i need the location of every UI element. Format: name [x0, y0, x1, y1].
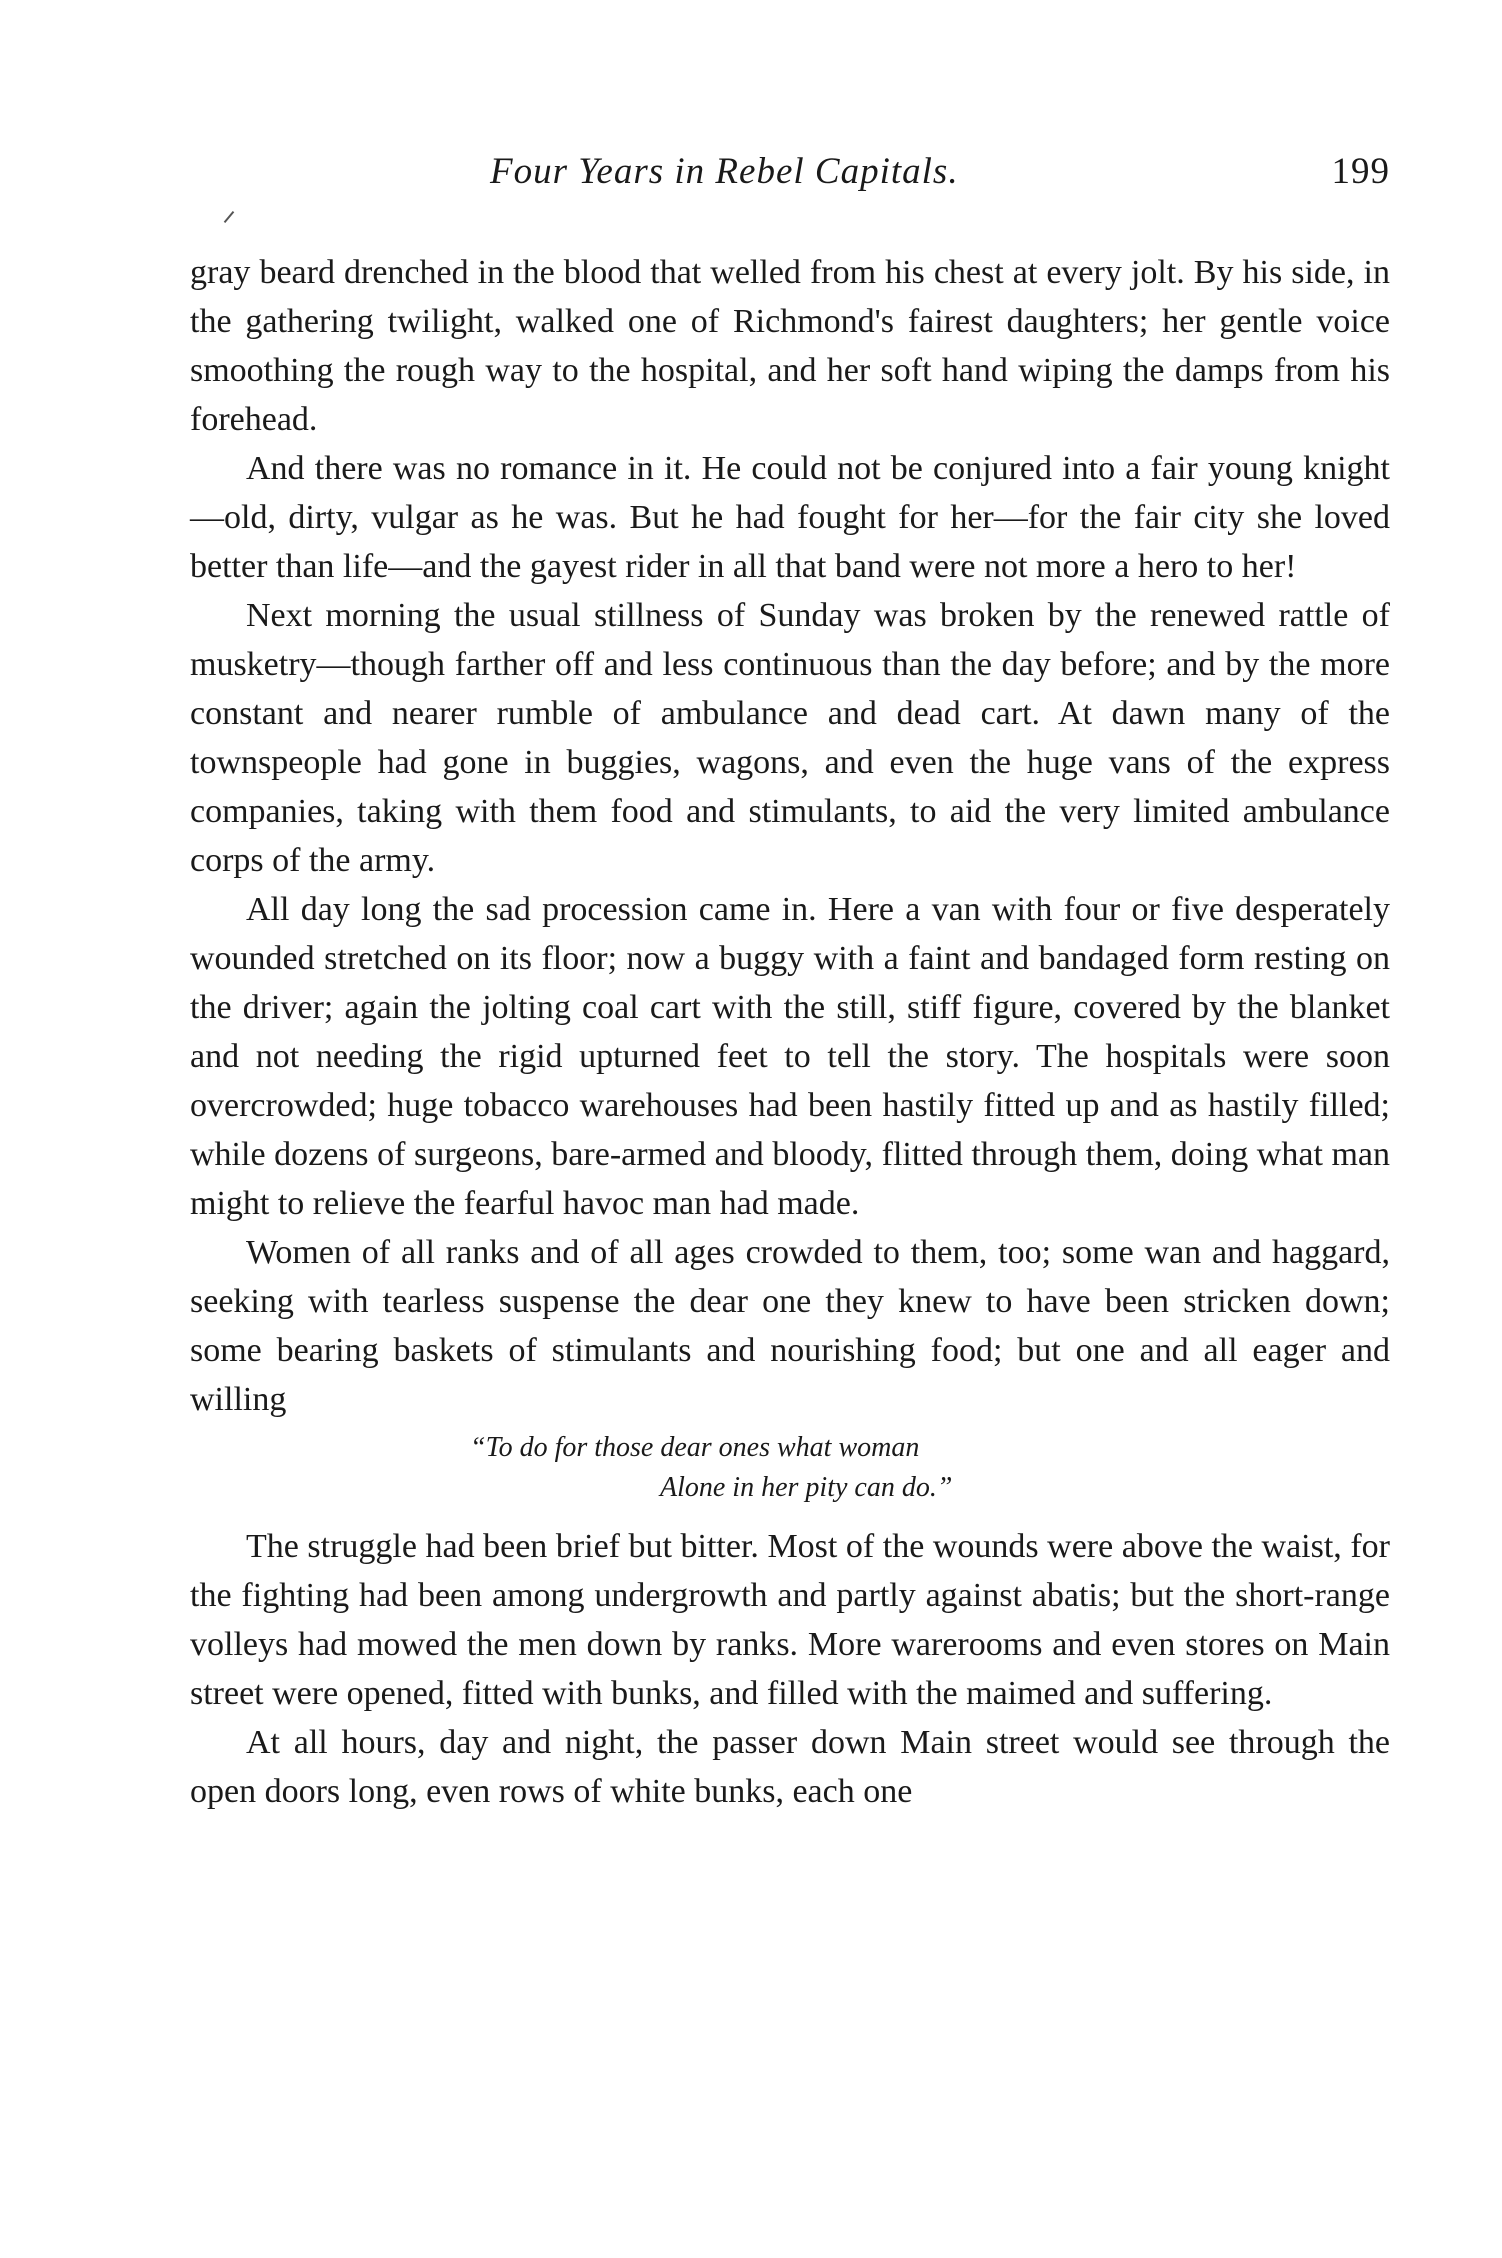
paragraph-3: Next morning the usual stillness of Sunday was broken by the renewed rattle of musketry—though farther off and less continuous than the day before; and by the more constant and nearer rumble of ambulance and dead cart. At dawn many of the townspeople had gone in buggies, wagons, and even the huge vans of the express companies, taking with them food and stimulants, to aid the very limited ambulance corps of the army. [190, 597, 1390, 879]
paragraph-1: gray beard drenched in the blood that welled from his chest at every jolt. By his side, in the gathering twilight, walked one of Richmond's fairest daughters; her gentle voice smoothing the rough way to the hospital, and her soft hand wiping the damps from his forehead. [190, 254, 1390, 438]
verse-line-2: Alone in her pity can do.” [660, 1472, 953, 1503]
paragraph-4: All day long the sad procession came in. Here a van with four or five desperately wounded stretched on its floor; now a buggy with a faint and bandaged form resting on the driver; again the jolting coal cart with the still, stiff figure, covered by the blanket and not needing the rigid upturned feet to tell the story. The hospitals were soon overcrowded; huge tobacco warehouses had been hastily fitted up and as hastily filled; while dozens of surgeons, bare-armed and bloody, flitted through them, doing what man might to relieve the fearful havoc man had made. [190, 891, 1390, 1222]
paragraph-7: At all hours, day and night, the passer down Main street would see through the open doors long, even rows of white bunks, each one [190, 1724, 1390, 1810]
stray-mark [224, 211, 235, 223]
running-title: Four Years in Rebel Capitals. [490, 151, 959, 192]
verse-line-1: “To do for those dear ones what woman [470, 1432, 920, 1463]
paragraph-5: Women of all ranks and of all ages crowded to them, too; some wan and haggard, seeking with tearless suspense the dear one they knew to have been stricken down; some bearing baskets of stimulants and nourishing food; but one and all eager and willing [190, 1234, 1390, 1418]
paragraph-6: The struggle had been brief but bitter. Most of the wounds were above the waist, for the fighting had been among undergrowth and partly against abatis; but the short-range volleys had mowed the men down by ranks. More warerooms and even stores on Main street were opened, fitted with bunks, and filled with the maimed and suffering. [190, 1528, 1390, 1712]
running-head [190, 150, 1390, 210]
body-text [190, 248, 1390, 1816]
verse-quotation [190, 1428, 1390, 1508]
page-number: 199 [1331, 151, 1390, 192]
paragraph-2: And there was no romance in it. He could not be conjured into a fair young knight—old, dirty, vulgar as he was. But he had fought for her—for the fair city she loved better than life—and the gayest rider in all that band were not more a hero to her! [190, 450, 1390, 585]
